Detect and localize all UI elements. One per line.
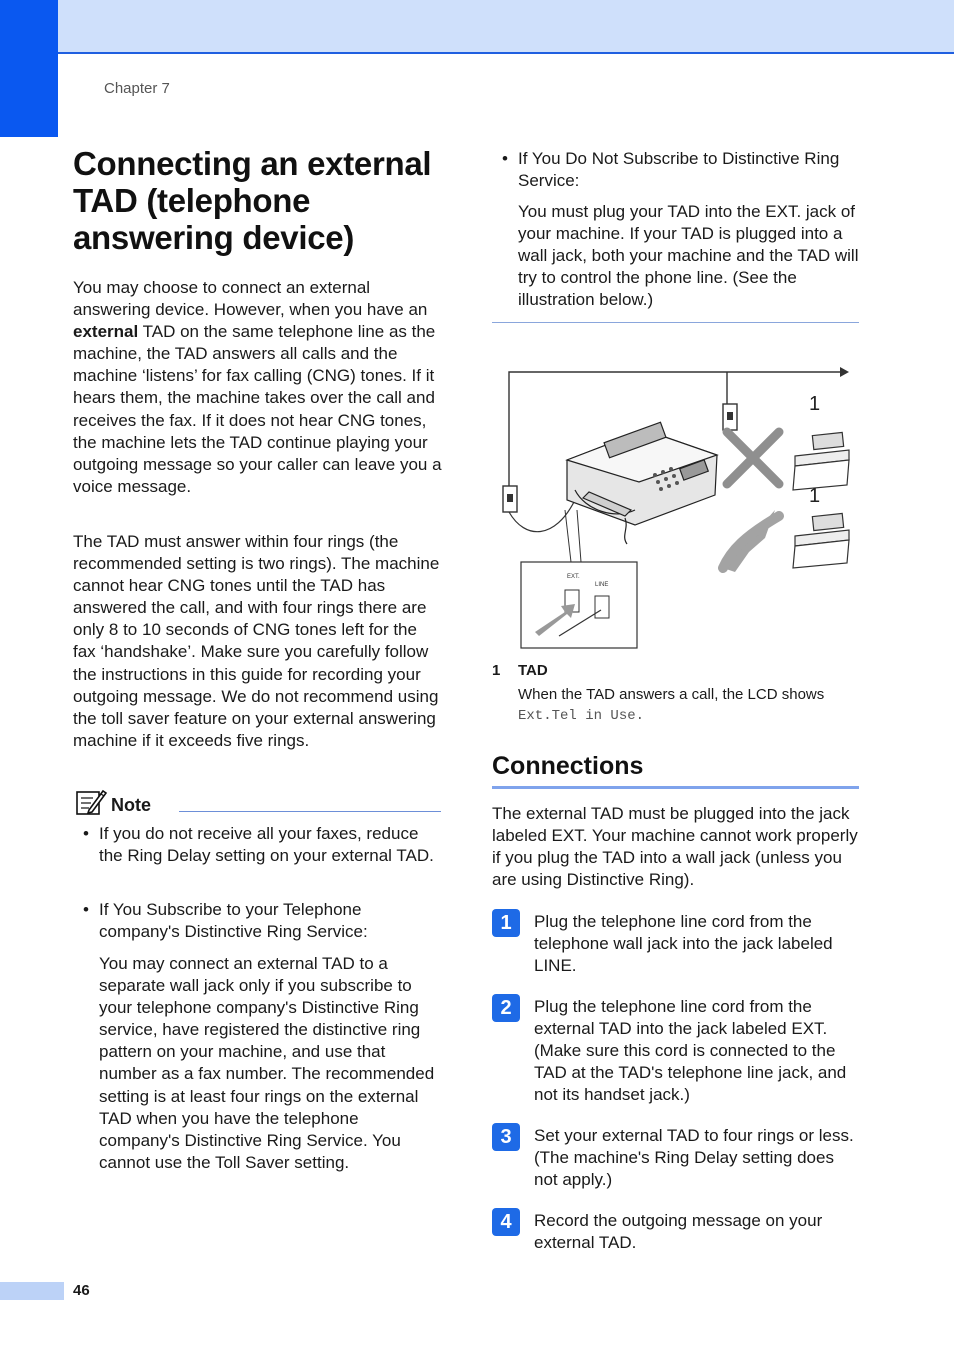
intro-emphasis: external: [73, 322, 139, 342]
note-divider: [179, 811, 441, 812]
note-bullet-ring-delay: [83, 823, 444, 867]
tad-device-bottom-icon: [793, 513, 849, 568]
bullet-dot: •: [83, 900, 89, 919]
lcd-message: Ext.Tel in Use.: [518, 708, 645, 724]
wall-jack-right: [723, 404, 737, 430]
step-text-4: Record the outgoing message on your external TAD.: [534, 1211, 823, 1253]
chapter-label: Chapter 7: [104, 80, 170, 97]
section-heading: Connections: [492, 752, 644, 780]
intro-paragraph: [73, 277, 443, 498]
bullet-dot: •: [502, 149, 508, 168]
header-band: [0, 0, 954, 54]
note-pencil-icon: [75, 788, 107, 816]
jack-ext-label: EXT.: [567, 574, 580, 580]
section-heading-rule: [492, 786, 859, 789]
caption-title: TAD: [518, 662, 548, 679]
note-bullet-text: If you do not receive all your faxes, reduce the Ring Delay setting on your external TAD.: [99, 824, 434, 866]
jack-line-label: LINE: [595, 582, 609, 588]
wall-jack-left: [503, 486, 517, 512]
phone-cord: [509, 500, 575, 532]
tad-device-top-icon: [793, 432, 849, 490]
note-bullet-heading: If You Subscribe to your Telephone company's Distinctive Ring Service:: [99, 900, 368, 942]
note-bullet-body: You must plug your TAD into the EXT. jack of your machine. If your TAD is plugged into a wall jack, both your machine and the TAD will try to control the phone line. (See the illustration below.): [518, 202, 859, 310]
cross-mark-icon: [727, 432, 779, 484]
connections-intro: The external TAD must be plugged into the jack labeled EXT. Your machine cannot work properly if you plug the TAD into a wall jack (unless you are using Distinctive Ring).: [492, 804, 858, 890]
step-text-3: Set your external TAD to four rings or less. (The machine's Ring Delay setting does not apply.): [534, 1126, 854, 1190]
note-bullet-distinctive-ring: [83, 899, 444, 943]
page-number: 46: [73, 1282, 90, 1299]
note-label: Note: [111, 795, 151, 815]
note-end-rule: [492, 322, 859, 323]
fax-machine-icon: [567, 422, 717, 544]
caption-text: [518, 685, 838, 726]
step-badge-2: 2: [492, 994, 520, 1022]
callout-number-top: 1: [809, 393, 821, 415]
caption-text-body: When the TAD answers a call, the LCD shows: [518, 686, 825, 703]
rings-paragraph: The TAD must answer within four rings (the recommended setting is two rings). The machine cannot hear CNG tones until the TAD has answered the call, and with four rings there are only 8 to 10 seconds of CNG tones left for the fax ‘handshake’. Make sure you carefully follow the instructions in this guide for recording your outgoing message. We do not recommend using the toll saver feature on your external answering machine if it exceeds five rings.: [73, 532, 440, 750]
caption-number: 1: [492, 662, 501, 679]
note-bullet-heading: If You Do Not Subscribe to Distinctive Ring Service:: [518, 149, 840, 191]
tad-connection-illustration: [495, 360, 861, 660]
callout-number-bottom: 1: [809, 485, 821, 507]
note-bullet-no-distinctive-ring: [502, 148, 863, 192]
chapter-tab: [0, 0, 58, 137]
jack-closeup-inset: [521, 510, 637, 648]
note-bullet-body: You may connect an external TAD to a separate wall jack only if you subscribe to your telephone company's Distinctive Ring service, have registered the distinctive ring pattern on your machine, and use that number as a fax number. The recommended setting is at least four rings on the external TAD when you have the telephone company's Distinctive Ring Service. You cannot use the Toll Saver setting.: [99, 954, 435, 1172]
intro-text-start: You may choose to connect an external answering device. However, when you have an: [73, 278, 428, 320]
step-badge-3: 3: [492, 1123, 520, 1151]
step-text-2: Plug the telephone line cord from the external TAD into the jack labeled EXT. (Make sure this cord is connected to the TAD at the TAD's telephone line jack, and not its handset jack.): [534, 997, 847, 1105]
note-header: [75, 788, 441, 818]
footer-tab: [0, 1282, 64, 1300]
step-badge-4: 4: [492, 1208, 520, 1236]
page-title: Connecting an external TAD (telephone answering device): [73, 145, 432, 256]
intro-text-end: TAD on the same telephone line as the machine, the TAD answers all calls and the machine ‘listens’ for fax calling (CNG) tones. If it hears them, the machine takes over the call and receives the fax. If it does not hear CNG tones, the machine lets the TAD continue playing your outgoing message so your caller can leave you a voice message.: [73, 322, 442, 496]
step-text-1: Plug the telephone line cord from the telephone wall jack into the jack labeled LINE.: [534, 912, 833, 976]
bullet-dot: •: [83, 824, 89, 843]
step-badge-1: 1: [492, 909, 520, 937]
